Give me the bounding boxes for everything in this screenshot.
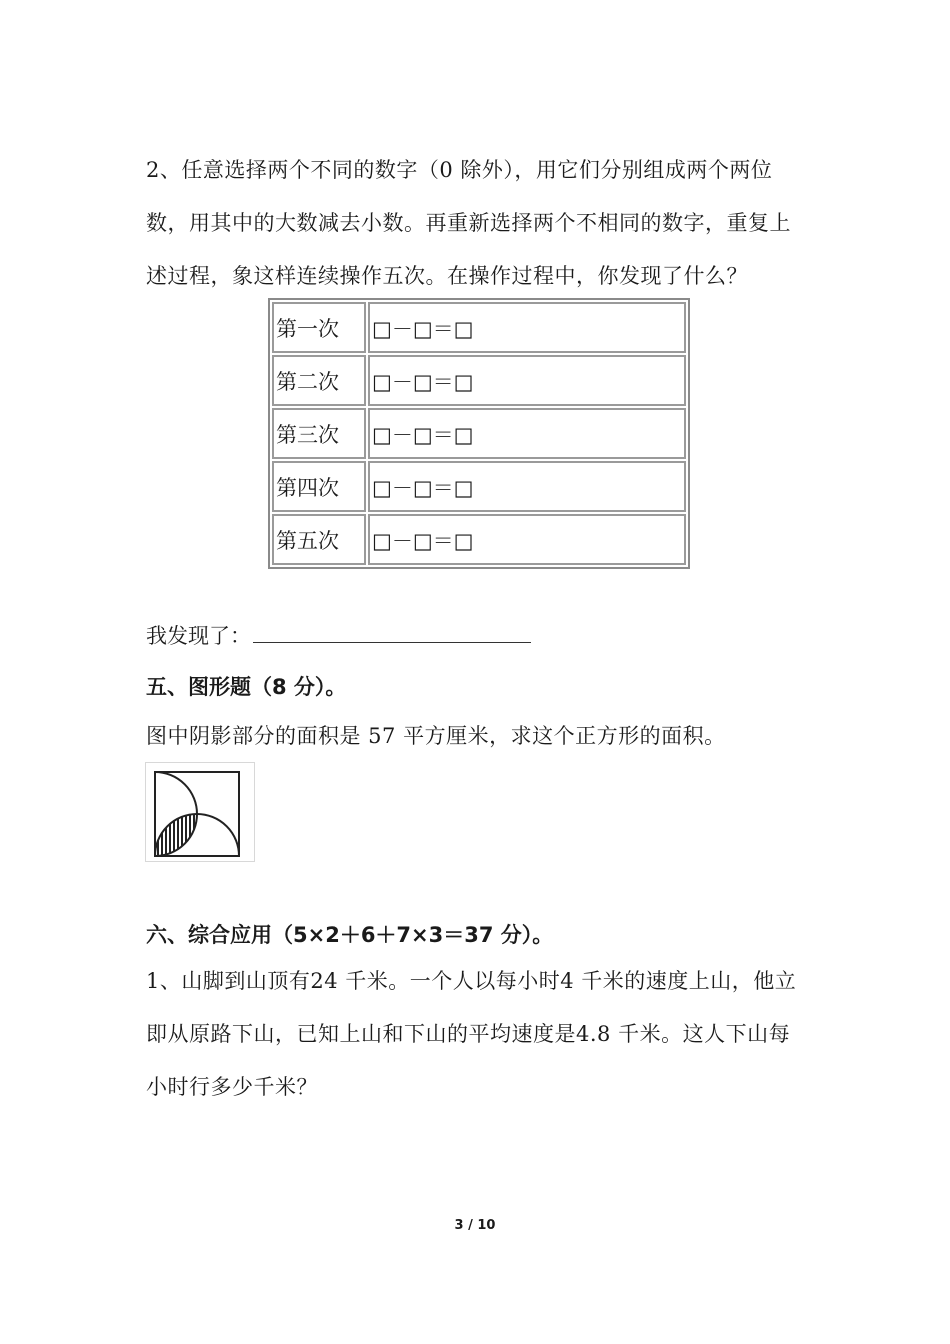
question-2-line: 数，用其中的大数减去小数。再重新选择两个不相同的数字，重复上	[146, 211, 791, 235]
row-expression: □－□＝□	[368, 355, 686, 406]
row-expression: □－□＝□	[368, 408, 686, 459]
found-answer-line	[146, 620, 531, 650]
row-expression: □－□＝□	[368, 302, 686, 353]
question-line: 即从原路下山，已知上山和下山的平均速度是4.8 千米。这人下山每	[146, 1022, 791, 1046]
page-number: 3 / 10	[454, 1218, 496, 1233]
shaded-square-figure	[145, 762, 255, 862]
table-row	[272, 355, 686, 406]
table-row	[272, 302, 686, 353]
question-line: 1、山脚到山顶有24 千米。一个人以每小时4 千米的速度上山，他立	[146, 969, 797, 993]
row-label: 第一次	[272, 302, 366, 353]
row-label: 第三次	[272, 408, 366, 459]
question-2-line: 2、任意选择两个不同的数字（0 除外），用它们分别组成两个两位	[146, 158, 773, 182]
row-label: 第二次	[272, 355, 366, 406]
row-expression: □－□＝□	[368, 514, 686, 565]
section-5-title: 五、图形题（8 分）。	[146, 675, 347, 699]
question-line: 小时行多少千米？	[146, 1075, 318, 1099]
table-row	[272, 514, 686, 565]
section-5-question: 图中阴影部分的面积是 57 平方厘米，求这个正方形的面积。	[146, 724, 726, 748]
table-row	[272, 408, 686, 459]
found-label: 我发现了：	[146, 624, 251, 648]
row-expression: □－□＝□	[368, 461, 686, 512]
table-row	[272, 461, 686, 512]
answer-blank[interactable]	[253, 622, 531, 643]
question-2-text	[146, 144, 826, 303]
row-label: 第四次	[272, 461, 366, 512]
section-6-question-1	[146, 955, 826, 1114]
section-6-title: 六、综合应用（5×2＋6＋7×3＝37 分）。	[146, 923, 554, 947]
operations-table	[268, 298, 690, 569]
row-label: 第五次	[272, 514, 366, 565]
question-2-line: 述过程，象这样连续操作五次。在操作过程中，你发现了什么？	[146, 264, 748, 288]
